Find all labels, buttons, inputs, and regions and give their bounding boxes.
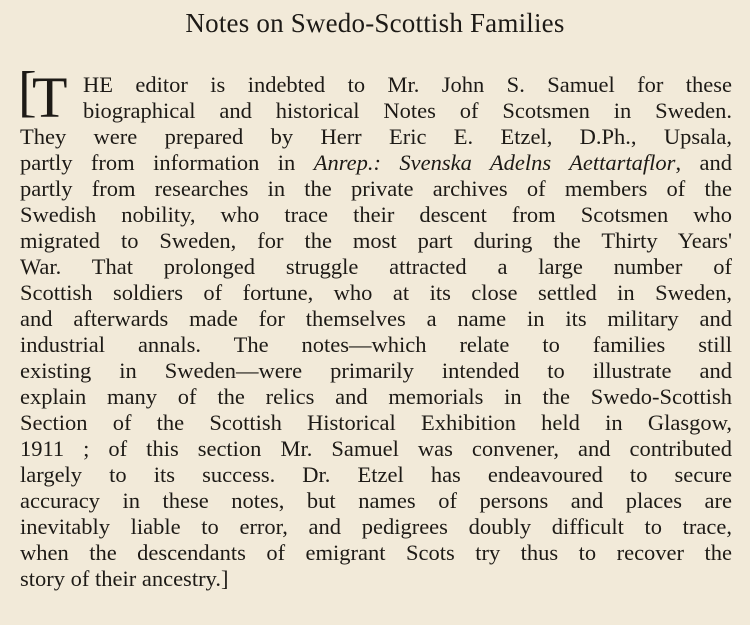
text-line-8: War. That prolonged struggle attracted a large number of [20, 254, 732, 279]
text-line-20: story of their ancestry.] [20, 566, 229, 591]
drop-cap-letter: T [32, 65, 68, 130]
text-line-12: existing in Sweden—were primarily intended to illustrate and [20, 358, 732, 383]
text-line-16: largely to its success. Dr. Etzel has endeavoured to secure [20, 462, 732, 487]
text-line-4 [20, 150, 732, 176]
text-line-3: They were prepared by Herr Eric E. Etzel, D.Ph., Upsala, [20, 124, 732, 149]
text-line-19: when the descendants of emigrant Scots try thus to recover the [20, 540, 732, 565]
opening-bracket: [ [18, 61, 37, 123]
text-line-14: Section of the Scottish Historical Exhibition held in Glasgow, [20, 410, 732, 435]
text-line-6: Swedish nobility, who trace their descent from Scotsmen who [20, 202, 732, 227]
text-line-13: explain many of the relics and memorials in the Swedo-Scottish [20, 384, 732, 409]
source-title: Anrep.: Svenska Adelns Aettartaflor [313, 150, 676, 175]
text-line-15: 1911 ; of this section Mr. Samuel was convener, and contributed [20, 436, 732, 461]
text-line-18: inevitably liable to error, and pedigrees doubly difficult to trace, [20, 514, 732, 539]
text-line-11: industrial annals. The notes—which relate to families still [20, 332, 732, 357]
text-line-4-post: , and [675, 150, 732, 175]
text-line-7: migrated to Sweden, for the most part during the Thirty Years' [20, 228, 732, 253]
text-line-2: biographical and historical Notes of Scotsmen in Sweden. [83, 98, 732, 123]
text-line-17: accuracy in these notes, but names of persons and places are [20, 488, 732, 513]
text-line-10: and afterwards made for themselves a name in its military and [20, 306, 732, 331]
page-title: Notes on Swedo-Scottish Families [185, 8, 565, 38]
drop-cap [18, 61, 84, 130]
text-line-1: HE editor is indebted to Mr. John S. Samuel for these [83, 72, 732, 97]
text-line-9: Scottish soldiers of fortune, who at its close settled in Sweden, [20, 280, 732, 305]
text-line-5: partly from researches in the private archives of members of the [20, 176, 732, 201]
text-line-4-pre: partly from information in [20, 150, 314, 175]
